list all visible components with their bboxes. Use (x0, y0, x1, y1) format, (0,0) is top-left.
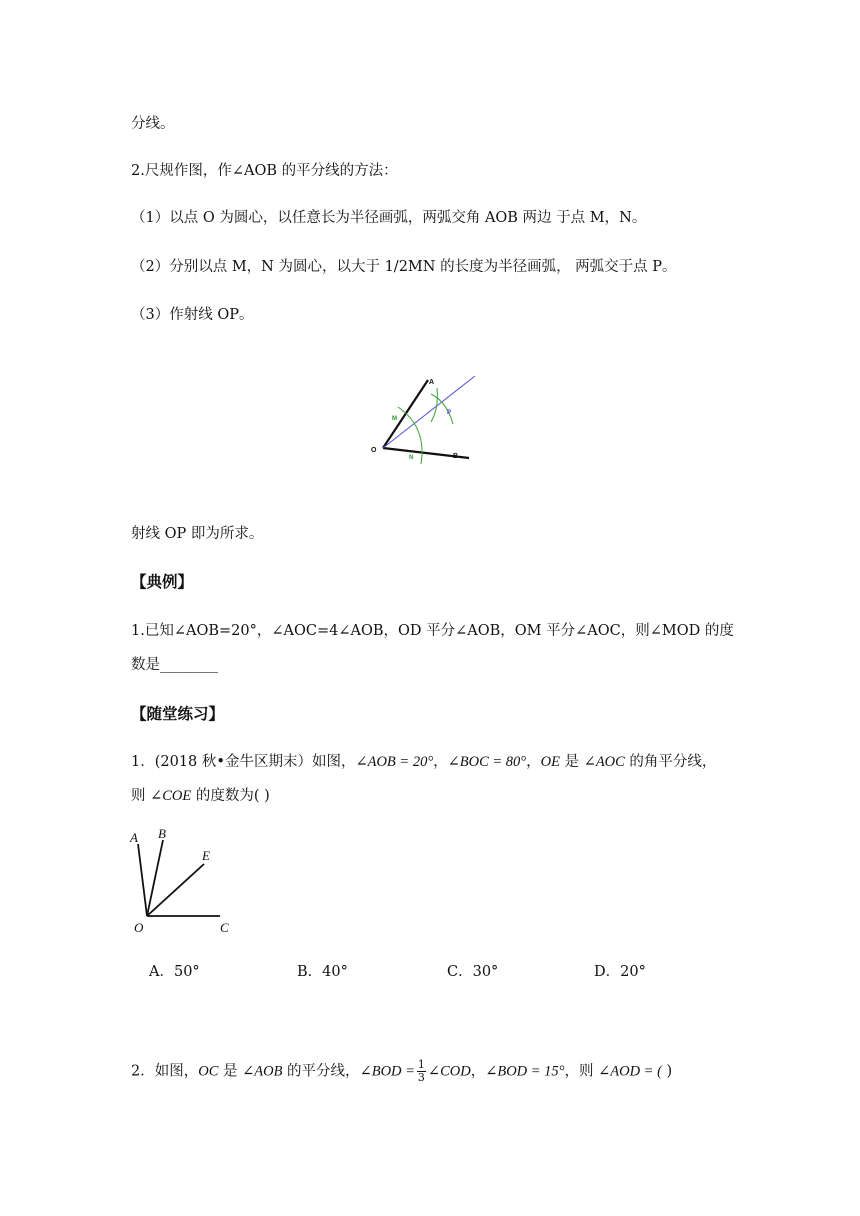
example-q1-line1: 1.已知∠AOB=20°，∠AOC=4∠AOB，OD 平分∠AOB，OM 平分∠AOC，则∠MOD 的度 (131, 623, 734, 639)
q2-aod: ∠AOD = ( (598, 1063, 662, 1080)
option-d[interactable]: D．20° (594, 964, 646, 980)
practice-q1-line1 (131, 752, 716, 772)
q2-bod15: ∠BOD = 15° (485, 1063, 565, 1080)
arc-from-n (431, 388, 437, 422)
label-c: C (220, 920, 229, 935)
q2-sep2: ，则 (564, 1063, 599, 1080)
label-a: A (130, 830, 138, 845)
arc-from-m (431, 394, 453, 424)
q1-mid: 是 (559, 754, 584, 770)
q1-sep2: ， (526, 754, 541, 770)
q2-aob: ∠AOB (242, 1063, 283, 1080)
q1-aoc: ∠AOC (583, 754, 625, 770)
option-b[interactable]: B．40° (297, 964, 348, 980)
ray-oa (383, 380, 428, 448)
q2-frac-den: 3 (417, 1071, 425, 1084)
q2-prefix: 2．如图， (131, 1063, 199, 1080)
q2-cod: ∠COD (427, 1063, 471, 1080)
option-c[interactable]: C．30° (447, 964, 499, 980)
q2-frac-num: 1 (417, 1058, 425, 1071)
q2-fraction (417, 1059, 426, 1084)
q2-mid2: 的平分线， (282, 1063, 360, 1080)
bisector-op (383, 376, 475, 448)
q1-line2-prefix: 则 (131, 788, 151, 804)
option-a[interactable]: A．50° (149, 964, 200, 980)
q1-line2-tail: 的度数为( ) (191, 788, 270, 804)
q1-oe: OE (540, 754, 560, 770)
conclusion: 射线 OP 即为所求。 (131, 526, 264, 542)
q1-aob: ∠AOB = 20° (355, 754, 434, 770)
practice-q2 (131, 1059, 672, 1084)
ray-oa (138, 844, 147, 916)
label-b: B (158, 826, 166, 841)
text-continued: 分线。 (131, 116, 175, 132)
label-m: M (392, 416, 397, 422)
q1-prefix: 1．(2018 秋•金牛区期末）如图， (131, 754, 356, 770)
q1-tail: 的角平分线， (624, 754, 717, 770)
label-o: O (134, 920, 144, 935)
q2-mid1: 是 (218, 1063, 243, 1080)
q1-boc: ∠BOC = 80° (447, 754, 527, 770)
q2-bod-eq: ∠BOD = (359, 1063, 415, 1080)
step-2: （2）分别以点 M，N 为圆心，以大于 1/2MN 的长度为半径画弧， 两弧交于点 P。 (131, 259, 677, 275)
example-heading: 【典例】 (131, 572, 194, 591)
label-n: N (409, 455, 414, 461)
bisector-construction-figure (365, 372, 485, 472)
rays-figure (128, 826, 238, 936)
q2-sep: ， (470, 1063, 486, 1080)
label-a: A (429, 379, 435, 386)
practice-heading: 【随堂练习】 (131, 704, 225, 723)
q1-coe: ∠COE (150, 788, 192, 804)
label-o: O (371, 447, 377, 454)
step-1: （1）以点 O 为圆心，以任意长为半径画弧，两弧交角 AOB 两边 于点 M，N。 (131, 210, 647, 226)
practice-q1-line2 (131, 786, 270, 806)
label-e: E (202, 848, 210, 863)
q2-oc: OC (198, 1063, 219, 1080)
q1-sep1: ， (433, 754, 448, 770)
example-q1-line2: 数是________ (131, 657, 218, 673)
method-title: 2.尺规作图，作∠AOB 的平分线的方法： (131, 163, 398, 179)
q2-blank: ) (661, 1063, 673, 1080)
step-3: （3）作射线 OP。 (131, 307, 254, 323)
label-p: P (447, 410, 452, 416)
label-b: B (453, 453, 459, 460)
